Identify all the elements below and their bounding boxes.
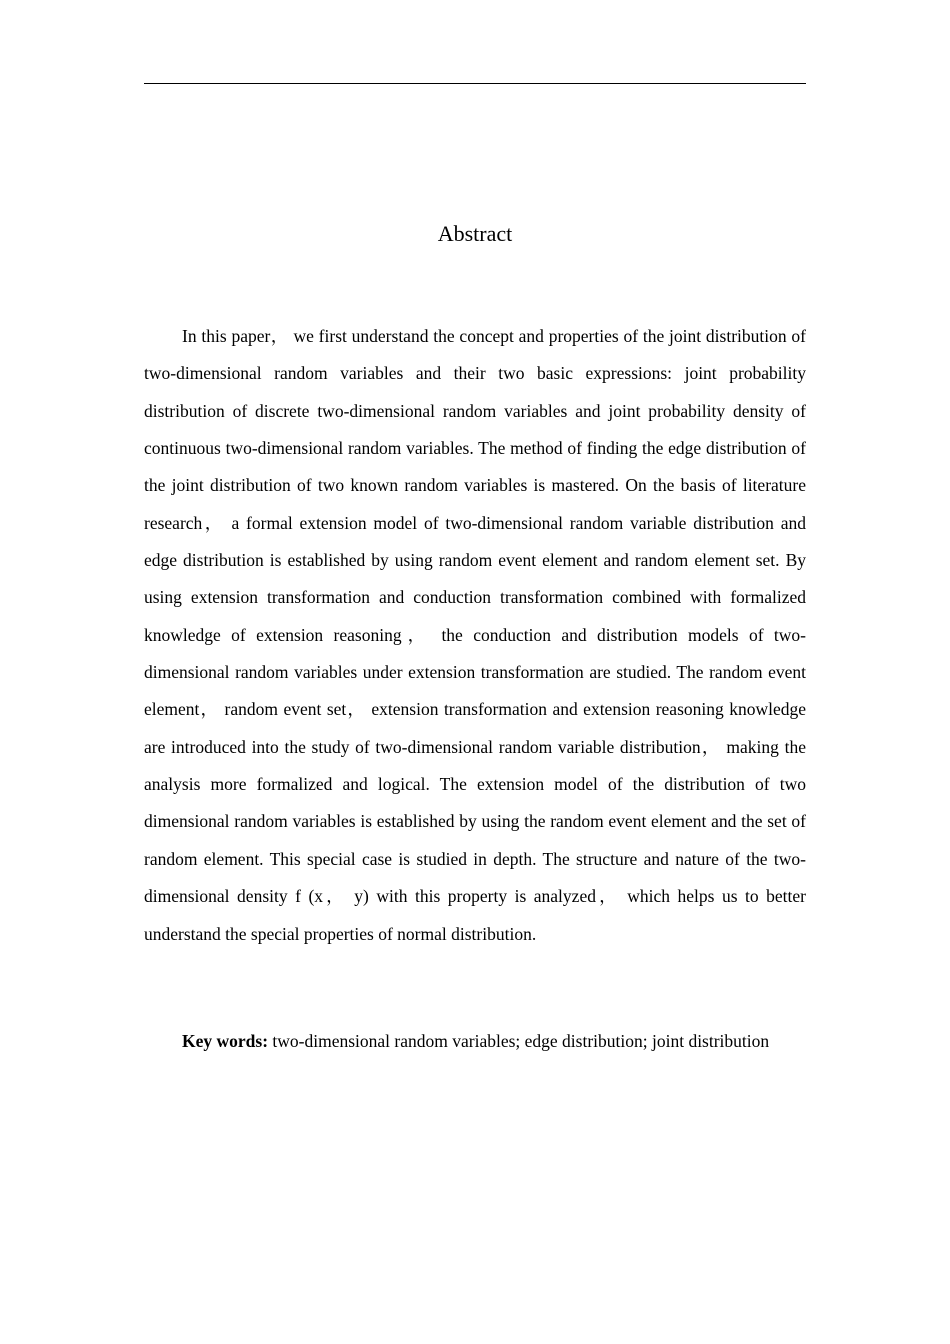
abstract-body: In this paper， we first understand the concept and properties of the joint distribution of two-dimensional random variables and their two basic expressions: joint probability distribution of discrete two-dimensional random variables and joint probability density of continuous two-dimensional random variables. The method of finding the edge distribution of the joint distribution of two known random variables is mastered. On the basis of literature research， a formal extension model of two-dimensional random variable distribution and edge distribution is established by using random event element and random element set. By using extension transformation and conduction transformation combined with formalized knowledge of extension reasoning， the conduction and distribution models of two-dimensional random variables under extension transformation are studied. The random event element， random event set， extension transformation and extension reasoning knowledge are introduced into the study of two-dimensional random variable distribution， making the analysis more formalized and logical. The extension model of the distribution of two dimensional random variables is established by using the random event element and the set of random element. This special case is studied in depth. The structure and nature of the two-dimensional density f (x， y) with this property is analyzed， which helps us to better understand the special properties of normal distribution. xyxy=(144,326,806,944)
header-rule xyxy=(144,83,806,84)
keywords-paragraph xyxy=(144,1023,806,1060)
keywords-label: Key words: xyxy=(182,1031,269,1051)
abstract-title: Abstract xyxy=(437,221,513,246)
keywords-text: two-dimensional random variables; edge distribution; joint distribution xyxy=(272,1031,770,1051)
